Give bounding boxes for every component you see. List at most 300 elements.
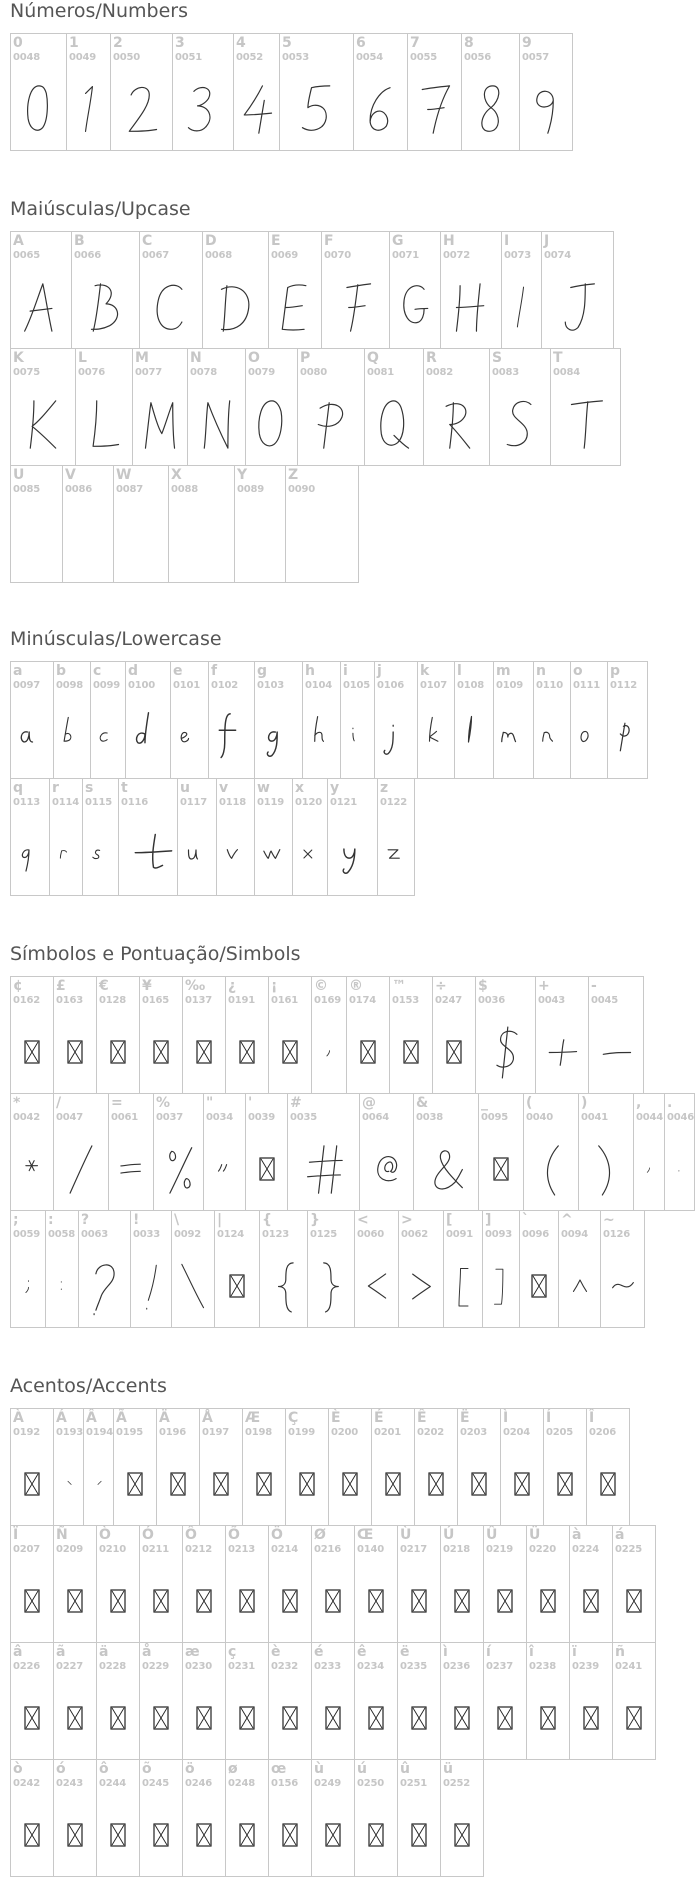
missing-glyph-icon (312, 1805, 354, 1865)
glyph-char: : (48, 1212, 54, 1228)
glyph-sample (133, 394, 187, 454)
glyph-char: [ (446, 1212, 453, 1228)
glyph-char: O (248, 350, 260, 366)
glyph-cell (321, 231, 390, 349)
glyph-cell (96, 1759, 140, 1877)
glyph-cell (569, 1642, 613, 1760)
glyph-cell (443, 1210, 483, 1328)
glyph-char: # (290, 1095, 302, 1111)
glyph-char: ë (400, 1644, 410, 1660)
glyph-code: 0038 (416, 1112, 444, 1123)
glyph-code: 0119 (257, 797, 285, 808)
missing-glyph-icon (458, 1454, 500, 1514)
glyph-cell (279, 33, 354, 151)
glyph-cell (454, 661, 494, 779)
glyph-cell (130, 1210, 172, 1328)
glyph-char: W (116, 467, 132, 483)
glyph-char: û (400, 1761, 410, 1777)
glyph-sample (11, 277, 71, 337)
glyph-char: É (374, 1410, 384, 1426)
glyph-code: 0161 (271, 995, 299, 1006)
glyph-char: e (173, 663, 183, 679)
glyph-char: F (324, 233, 334, 249)
glyph-cell (10, 976, 54, 1094)
glyph-code: 0104 (305, 680, 333, 691)
glyph-cell (478, 1093, 524, 1211)
glyph-char: 3 (175, 35, 185, 51)
glyph-cell (96, 1642, 140, 1760)
glyph-cell (374, 661, 418, 779)
glyph-char: 8 (464, 35, 474, 51)
glyph-code: 0084 (553, 367, 581, 378)
glyph-char: y (330, 780, 340, 796)
glyph-row (10, 1759, 660, 1876)
glyph-code: 0088 (171, 484, 199, 495)
glyph-code: 0195 (116, 1427, 144, 1438)
missing-glyph-icon (329, 1454, 371, 1514)
glyph-sample (444, 1256, 482, 1316)
glyph-cell (214, 1210, 260, 1328)
glyph-cell (612, 1642, 656, 1760)
glyph-sample (365, 394, 423, 454)
missing-glyph-icon (54, 1571, 96, 1631)
glyph-cell (526, 1525, 570, 1643)
glyph-code: 0060 (357, 1229, 385, 1240)
glyph-sample (140, 277, 202, 337)
glyph-cell (96, 1525, 140, 1643)
glyph-char: å (142, 1644, 152, 1660)
glyph-code: 0052 (236, 52, 264, 63)
glyph-cell (407, 33, 462, 151)
glyph-code: 0094 (561, 1229, 589, 1240)
glyph-sample (255, 707, 302, 767)
glyph-char: Ö (271, 1527, 283, 1543)
missing-glyph-icon (484, 1688, 526, 1748)
missing-glyph-icon (415, 1454, 457, 1514)
glyph-char: } (310, 1212, 320, 1228)
glyph-cell (90, 661, 126, 779)
glyph-cell (461, 33, 520, 151)
glyph-sample (11, 1256, 45, 1316)
glyph-char: & (416, 1095, 429, 1111)
glyph-code: 0115 (85, 797, 113, 808)
missing-glyph-icon (183, 1022, 225, 1082)
glyph-cell (541, 231, 614, 349)
missing-glyph-icon (54, 1688, 96, 1748)
glyph-sample (131, 1256, 171, 1316)
glyph-code: 0054 (356, 52, 384, 63)
glyph-code: 0209 (56, 1544, 84, 1555)
glyph-sample (494, 707, 533, 767)
glyph-char: o (573, 663, 583, 679)
glyph-char: ù (314, 1761, 324, 1777)
glyph-sample (286, 511, 358, 571)
glyph-code: 0205 (546, 1427, 574, 1438)
missing-glyph-icon (398, 1571, 440, 1631)
glyph-cell (500, 1408, 544, 1526)
glyph-code: 0233 (314, 1661, 342, 1672)
glyph-char: D (205, 233, 217, 249)
glyph-char: ò (13, 1761, 23, 1777)
glyph-cell (285, 465, 359, 583)
glyph-cell (10, 661, 54, 779)
glyph-char: d (128, 663, 139, 679)
glyph-sample (203, 277, 268, 337)
glyph-char: ü (443, 1761, 453, 1777)
glyph-code: 0075 (13, 367, 41, 378)
glyph-char: ` (522, 1212, 529, 1228)
glyph-cell (125, 661, 171, 779)
glyph-code: 0112 (610, 680, 638, 691)
glyph-cell (359, 1093, 414, 1211)
glyph-char: á (615, 1527, 625, 1543)
glyph-char: l (457, 663, 462, 679)
glyph-sample (72, 277, 139, 337)
glyph-sample (520, 79, 572, 139)
glyph-cell (607, 661, 648, 779)
glyph-cell (110, 33, 173, 151)
glyph-code: 0086 (65, 484, 93, 495)
glyph-char: k (420, 663, 430, 679)
glyph-code: 0035 (290, 1112, 318, 1123)
glyph-char: ó (56, 1761, 66, 1777)
glyph-code: 0211 (142, 1544, 170, 1555)
glyph-cell (364, 348, 424, 466)
missing-glyph-icon (183, 1688, 225, 1748)
missing-glyph-icon (501, 1454, 543, 1514)
glyph-code: 0074 (544, 250, 572, 261)
glyph-char: V (65, 467, 76, 483)
glyph-char: 1 (69, 35, 79, 51)
glyph-code: 0162 (13, 995, 41, 1006)
glyph-cell (292, 778, 328, 896)
glyph-sample (280, 79, 353, 139)
glyph-cell (10, 778, 50, 896)
glyph-cell (570, 661, 608, 779)
glyph-cell (83, 1408, 114, 1526)
glyph-char: ^ (561, 1212, 573, 1228)
glyph-cell (10, 465, 63, 583)
glyph-code: 0169 (314, 995, 342, 1006)
glyph-cell (311, 1759, 355, 1877)
glyph-char: Í (546, 1410, 552, 1426)
glyph-char: w (257, 780, 270, 796)
glyph-code: 0212 (185, 1544, 213, 1555)
glyph-sample (79, 1256, 130, 1316)
glyph-code: 0110 (536, 680, 564, 691)
glyph-code: 0093 (485, 1229, 513, 1240)
glyph-code: 0192 (13, 1427, 41, 1438)
glyph-cell (234, 465, 286, 583)
glyph-cell (413, 1093, 479, 1211)
glyph-cell (172, 33, 234, 151)
glyph-char: 0 (13, 35, 23, 51)
glyph-sample (11, 707, 53, 767)
missing-glyph-icon (97, 1022, 139, 1082)
glyph-sample (114, 511, 168, 571)
glyph-code: 0123 (262, 1229, 290, 1240)
glyph-code: 0203 (460, 1427, 488, 1438)
glyph-cell (268, 1525, 312, 1643)
missing-glyph-icon (613, 1571, 655, 1631)
glyph-cell (550, 348, 621, 466)
glyph-char: g (257, 663, 268, 679)
glyph-code: 0111 (573, 680, 601, 691)
glyph-char: é (314, 1644, 324, 1660)
glyph-code: 0204 (503, 1427, 531, 1438)
missing-glyph-icon (140, 1571, 182, 1631)
glyph-cell (53, 1093, 109, 1211)
missing-glyph-icon (54, 1022, 96, 1082)
glyph-cell (397, 1525, 441, 1643)
glyph-char: n (536, 663, 546, 679)
glyph-char: = (111, 1095, 123, 1111)
glyph-sample (424, 394, 489, 454)
missing-glyph-icon (398, 1805, 440, 1865)
glyph-cell (199, 1408, 243, 1526)
glyph-cell (45, 1210, 79, 1328)
glyph-cell (10, 1210, 46, 1328)
glyph-sample (11, 1139, 53, 1199)
glyph-cell (78, 1210, 131, 1328)
missing-glyph-icon (527, 1688, 569, 1748)
glyph-char: A (13, 233, 24, 249)
glyph-cell (208, 661, 255, 779)
glyph-code: 0085 (13, 484, 41, 495)
glyph-code: 0234 (357, 1661, 385, 1672)
missing-glyph-icon (11, 1022, 53, 1082)
missing-glyph-icon (226, 1571, 268, 1631)
glyph-cell (132, 348, 188, 466)
glyph-char: 7 (410, 35, 420, 51)
glyph-char: % (156, 1095, 171, 1111)
glyph-cell (182, 1642, 226, 1760)
glyph-sample (524, 1139, 578, 1199)
section (10, 198, 660, 582)
glyph-code: 0082 (426, 367, 454, 378)
glyph-char: T (553, 350, 563, 366)
glyph-cell (139, 976, 183, 1094)
glyph-code: 0242 (13, 1778, 41, 1789)
glyph-char: ( (526, 1095, 533, 1111)
glyph-cell (440, 1642, 484, 1760)
glyph-code: 0230 (185, 1661, 213, 1672)
glyph-sample (209, 707, 254, 767)
glyph-row (10, 661, 660, 778)
glyph-code: 0108 (457, 680, 485, 691)
glyph-code: 0061 (111, 1112, 139, 1123)
missing-glyph-icon (347, 1022, 389, 1082)
glyph-cell (182, 1759, 226, 1877)
glyph-char: t (121, 780, 128, 796)
glyph-code: 0191 (228, 995, 256, 1006)
glyph-code: 0210 (99, 1544, 127, 1555)
glyph-code: 0231 (228, 1661, 256, 1672)
glyph-cell (245, 1093, 288, 1211)
glyph-cell (182, 1525, 226, 1643)
glyph-cell (389, 231, 441, 349)
missing-glyph-icon (140, 1688, 182, 1748)
missing-glyph-icon (390, 1022, 432, 1082)
glyph-char: ê (357, 1644, 367, 1660)
glyph-char: 6 (356, 35, 366, 51)
glyph-char: < (357, 1212, 369, 1228)
glyph-char: ç (228, 1644, 237, 1660)
glyph-code: 0065 (13, 250, 41, 261)
glyph-cell (482, 1210, 520, 1328)
glyph-code: 0101 (173, 680, 201, 691)
glyph-cell (328, 1408, 372, 1526)
missing-glyph-icon (11, 1571, 53, 1631)
glyph-sample (269, 277, 321, 337)
glyph-char: . (667, 1095, 673, 1111)
glyph-cell (558, 1210, 601, 1328)
glyph-code: 0236 (443, 1661, 471, 1672)
glyph-sample (63, 511, 113, 571)
glyph-char: í (486, 1644, 491, 1660)
glyph-code: 0226 (13, 1661, 41, 1672)
glyph-sample (11, 394, 75, 454)
glyph-code: 0237 (486, 1661, 514, 1672)
glyph-cell (53, 1759, 97, 1877)
glyph-char: N (190, 350, 202, 366)
glyph-grid (10, 661, 660, 895)
glyph-sample (154, 1139, 203, 1199)
glyph-char: Â (86, 1410, 97, 1426)
glyph-sample (634, 1139, 664, 1199)
glyph-cell (139, 1525, 183, 1643)
glyph-char: C (142, 233, 153, 249)
missing-glyph-icon (157, 1454, 199, 1514)
glyph-code: 0100 (128, 680, 156, 691)
glyph-code: 0105 (343, 680, 371, 691)
glyph-char: @ (362, 1095, 376, 1111)
missing-glyph-icon (286, 1454, 328, 1514)
glyph-cell (10, 1525, 54, 1643)
glyph-row (10, 976, 660, 1093)
glyph-char: ¡ (271, 978, 278, 994)
glyph-cell (353, 33, 408, 151)
glyph-code: 0218 (443, 1544, 471, 1555)
glyph-sample (462, 79, 519, 139)
missing-glyph-icon (269, 1688, 311, 1748)
glyph-char: , (636, 1095, 642, 1111)
missing-glyph-icon (479, 1139, 523, 1199)
missing-glyph-icon (433, 1022, 475, 1082)
glyph-cell (354, 1210, 399, 1328)
glyph-row (10, 1525, 660, 1642)
missing-glyph-icon (520, 1256, 558, 1316)
glyph-char: 4 (236, 35, 246, 51)
glyph-cell (354, 1642, 398, 1760)
glyph-cell (268, 1642, 312, 1760)
glyph-sample (399, 1256, 443, 1316)
glyph-code: 0041 (581, 1112, 609, 1123)
glyph-code: 0047 (56, 1112, 84, 1123)
glyph-sample (341, 707, 374, 767)
glyph-sample (169, 511, 234, 571)
missing-glyph-icon (97, 1805, 139, 1865)
glyph-code: 0251 (400, 1778, 428, 1789)
glyph-sample (11, 79, 66, 139)
glyph-code: 0043 (538, 995, 566, 1006)
glyph-code: 0122 (380, 797, 408, 808)
glyph-code: 0098 (56, 680, 84, 691)
glyph-code: 0099 (93, 680, 121, 691)
missing-glyph-icon (570, 1571, 612, 1631)
glyph-code: 0174 (349, 995, 377, 1006)
missing-glyph-icon (372, 1454, 414, 1514)
glyph-cell (10, 1093, 54, 1211)
glyph-cell (483, 1642, 527, 1760)
missing-glyph-icon (11, 1805, 53, 1865)
glyph-code: 0103 (257, 680, 285, 691)
glyph-char: J (544, 233, 550, 249)
glyph-row (10, 1210, 660, 1327)
glyph-code: 0163 (56, 995, 84, 1006)
glyph-code: 0220 (529, 1544, 557, 1555)
glyph-code: 0044 (636, 1112, 664, 1123)
glyph-cell (389, 976, 433, 1094)
missing-glyph-icon (226, 1022, 268, 1082)
glyph-code: 0039 (248, 1112, 276, 1123)
glyph-cell (259, 1210, 308, 1328)
glyph-code: 0219 (486, 1544, 514, 1555)
glyph-cell (82, 778, 119, 896)
glyph-code: 0246 (185, 1778, 213, 1789)
glyph-code: 0066 (74, 250, 102, 261)
glyph-sample (418, 707, 454, 767)
glyph-cell (10, 348, 76, 466)
glyph-char: 2 (113, 35, 123, 51)
glyph-code: 0058 (48, 1229, 76, 1240)
glyph-code: 0033 (133, 1229, 161, 1240)
glyph-sample (542, 277, 613, 337)
missing-glyph-icon (97, 1688, 139, 1748)
glyph-sample (126, 707, 170, 767)
glyph-sample (665, 1139, 694, 1199)
glyph-char: õ (142, 1761, 152, 1777)
glyph-char: _ (481, 1095, 488, 1111)
glyph-char: À (13, 1410, 24, 1426)
glyph-cell (139, 1759, 183, 1877)
glyph-sample (308, 1256, 354, 1316)
missing-glyph-icon (54, 1805, 96, 1865)
glyph-sample (293, 824, 327, 884)
glyph-sample (288, 1139, 359, 1199)
glyph-cell (268, 976, 312, 1094)
glyph-cell (118, 778, 178, 896)
glyph-char: Õ (228, 1527, 240, 1543)
glyph-char: H (443, 233, 455, 249)
glyph-char: à (572, 1527, 582, 1543)
glyph-char: z (380, 780, 389, 796)
glyph-code: 0238 (529, 1661, 557, 1672)
missing-glyph-icon (312, 1688, 354, 1748)
glyph-sample (360, 1139, 413, 1199)
glyph-cell (108, 1093, 154, 1211)
glyph-char: c (93, 663, 102, 679)
missing-glyph-icon (200, 1454, 242, 1514)
glyph-sample (579, 1139, 633, 1199)
glyph-cell (268, 1759, 312, 1877)
glyph-char: v (219, 780, 229, 796)
glyph-code: 0197 (202, 1427, 230, 1438)
glyph-cell (307, 1210, 355, 1328)
glyph-code: 0216 (314, 1544, 342, 1555)
glyph-cell (153, 1093, 204, 1211)
glyph-cell (311, 1525, 355, 1643)
